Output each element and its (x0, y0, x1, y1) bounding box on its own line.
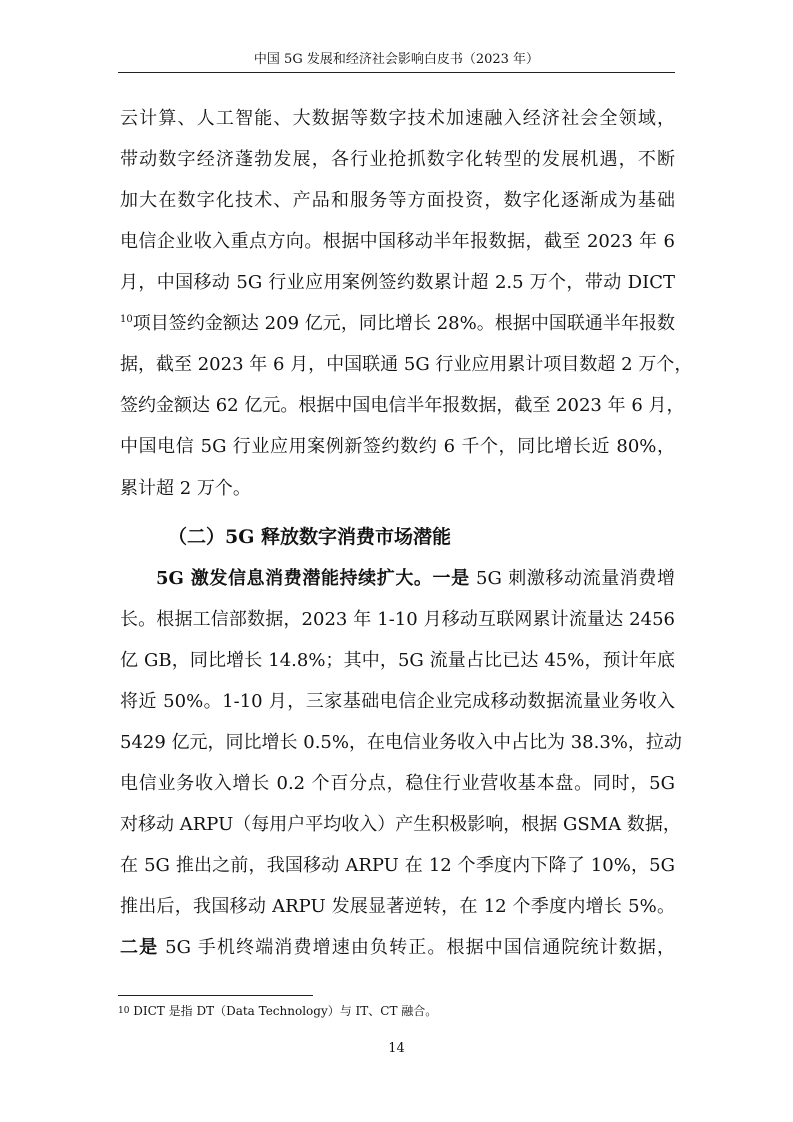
point-label-bold: 二是 (120, 937, 159, 958)
paragraph-line: 带动数字经济蓬勃发展，各行业抢抓数字化转型的发展机遇，不断 (120, 149, 675, 170)
paragraph-line (120, 935, 675, 961)
footnote (118, 1003, 437, 1019)
paragraph-line: 长。根据工信部数据，2023 年 1-10 月移动互联网累计流量达 2456 (120, 609, 675, 630)
page-number: 14 (388, 1041, 405, 1056)
paragraph-line: 在 5G 推出之前，我国移动 ARPU 在 12 个季度内下降了 10%，5G (120, 855, 675, 876)
footnote-reference[interactable]: 10 (120, 314, 133, 325)
paragraph-line-text: 项目签约金额达 209 亿元，同比增长 28%。根据中国联通半年报数 (132, 313, 675, 334)
paragraph-line: 电信业务收入增长 0.2 个百分点，稳住行业营收基本盘。同时，5G (120, 773, 675, 794)
paragraph-line: 签约金额达 62 亿元。根据中国电信半年报数据，截至 2023 年 6 月， (120, 395, 685, 416)
lead-sentence-rest: 5G 刺激移动流量消费增 (469, 568, 675, 589)
paragraph-line: 电信企业收入重点方向。根据中国移动半年报数据，截至 2023 年 6 (120, 231, 675, 252)
header-rule (118, 72, 675, 73)
footnote-text: DICT 是指 DT（Data Technology）与 IT、CT 融合。 (129, 1004, 438, 1018)
section-heading: （二）5G 释放数字消费市场潜能 (168, 526, 452, 548)
paragraph-line: 累计超 2 万个。 (120, 478, 251, 499)
footnote-rule (118, 995, 313, 996)
paragraph-line: 据，截至 2023 年 6 月，中国联通 5G 行业应用累计项目数超 2 万个， (120, 354, 693, 375)
paragraph-line: 对移动 ARPU（每用户平均收入）产生积极影响，根据 GSMA 数据， (120, 814, 681, 835)
footnote-number: 10 (118, 1006, 130, 1016)
paragraph-line: 中国电信 5G 行业应用案例新签约数约 6 千个，同比增长近 80%， (120, 436, 675, 457)
paragraph-line: 亿 GB，同比增长 14.8%；其中，5G 流量占比已达 45%，预计年底 (120, 650, 675, 671)
paragraph-line: 推出后，我国移动 ARPU 发展显著逆转，在 12 个季度内增长 5%。 (120, 896, 675, 917)
paragraph-line-text: 5G 手机终端消费增速由负转正。根据中国信通院统计数据， (158, 937, 675, 958)
paragraph-line: 5429 亿元，同比增长 0.5%，在电信业务收入中占比为 38.3%，拉动 (120, 732, 682, 753)
paragraph-first-line (156, 566, 675, 592)
paragraph-line: 将近 50%。1-10 月，三家基础电信企业完成移动数据流量业务收入 (120, 691, 675, 712)
running-header: 中国 5G 发展和经济社会影响白皮书（2023 年） (253, 52, 540, 67)
lead-sentence-bold: 5G 激发信息消费潜能持续扩大。一是 (156, 568, 470, 589)
paragraph-line: 月，中国移动 5G 行业应用案例签约数累计超 2.5 万个，带动 DICT (120, 272, 675, 293)
paragraph-line-with-footnote (120, 311, 675, 337)
paragraph-line: 加大在数字化技术、产品和服务等方面投资，数字化逐渐成为基础 (120, 190, 675, 211)
paragraph-line: 云计算、人工智能、大数据等数字技术加速融入经济社会全领域， (120, 108, 675, 129)
